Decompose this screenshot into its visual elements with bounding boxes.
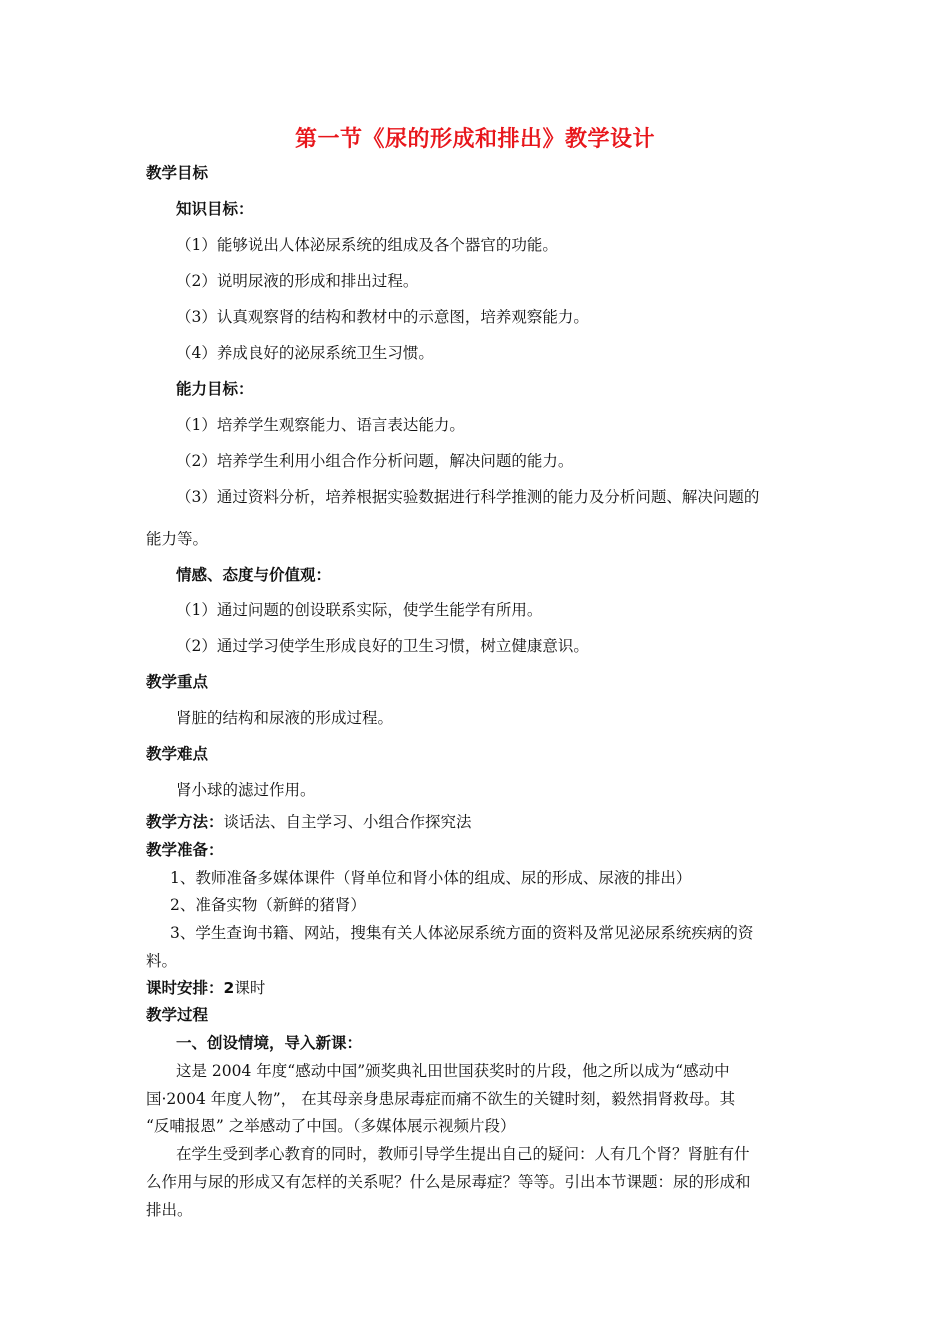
- ability-item-continued: 能力等。: [146, 530, 209, 548]
- emotion-item: （2）通过学习使学生形成良好的卫生习惯，树立健康意识。: [176, 637, 589, 655]
- knowledge-item: （4）养成良好的泌尿系统卫生习惯。: [176, 344, 434, 362]
- objectives-heading: 教学目标: [146, 164, 209, 182]
- knowledge-objectives-heading: 知识目标：: [176, 200, 254, 218]
- emotion-item: （1）通过问题的创设联系实际，使学生能学有所用。: [176, 601, 543, 619]
- key-point-heading: 教学重点: [146, 673, 209, 691]
- preparation-item: 3、学生查询书籍、网站，搜集有关人体泌尿系统方面的资料及常见泌尿系统疾病的资: [170, 924, 754, 942]
- difficulty-text: 肾小球的滤过作用。: [176, 781, 316, 799]
- ability-item: （2）培养学生利用小组合作分析问题，解决问题的能力。: [176, 452, 574, 470]
- step1-paragraph-line: 在学生受到孝心教育的同时，教师引导学生提出自己的疑问：人有几个肾？肾脏有什: [176, 1145, 750, 1163]
- ability-objectives-heading: 能力目标：: [176, 380, 254, 398]
- document-title: 第一节《尿的形成和排出》教学设计: [294, 127, 655, 152]
- knowledge-item: （1）能够说出人体泌尿系统的组成及各个器官的功能。: [176, 236, 558, 254]
- method-label: 教学方法：: [146, 813, 224, 831]
- ability-item: （1）培养学生观察能力、语言表达能力。: [176, 416, 465, 434]
- ability-item: （3）通过资料分析，培养根据实验数据进行科学推测的能力及分析问题、解决问题的: [176, 488, 760, 506]
- step1-heading: 一、创设情境，导入新课：: [176, 1034, 363, 1052]
- preparation-item-continued: 料。: [146, 952, 178, 970]
- preparation-heading: 教学准备：: [146, 841, 224, 859]
- schedule-line: [146, 978, 265, 998]
- knowledge-item: （3）认真观察肾的结构和教材中的示意图，培养观察能力。: [176, 308, 589, 326]
- step1-paragraph-line: 国·2004 年度人物”， 在其母亲身患尿毒症而痛不欲生的关键时刻，毅然捐肾救母。其: [146, 1090, 736, 1108]
- schedule-unit: 课时: [234, 979, 266, 997]
- preparation-item: 2、准备实物（新鲜的猪肾）: [170, 896, 366, 914]
- process-heading: 教学过程: [146, 1006, 209, 1024]
- step1-paragraph-line: 么作用与尿的形成又有怎样的关系呢？什么是尿毒症？等等。引出本节课题：尿的形成和: [146, 1173, 751, 1191]
- schedule-label: 课时安排：: [146, 979, 224, 997]
- preparation-item: 1、教师准备多媒体课件（肾单位和肾小体的组成、尿的形成、尿液的排出）: [170, 869, 692, 887]
- step1-paragraph-line: 排出。: [146, 1201, 193, 1219]
- method-text: 谈话法、自主学习、小组合作探究法: [223, 813, 472, 831]
- step1-paragraph-line: “反哺报恩” 之举感动了中国。（多媒体展示视频片段）: [146, 1117, 516, 1135]
- emotion-objectives-heading: 情感、态度与价值观：: [176, 566, 332, 584]
- key-point-text: 肾脏的结构和尿液的形成过程。: [176, 709, 394, 727]
- difficulty-heading: 教学难点: [146, 745, 209, 763]
- schedule-value: 2: [223, 979, 235, 997]
- step1-paragraph-line: 这是 2004 年度“感动中国”颁奖典礼田世国获奖时的片段，他之所以成为“感动中: [176, 1062, 730, 1080]
- method-line: [146, 812, 472, 832]
- knowledge-item: （2）说明尿液的形成和排出过程。: [176, 272, 419, 290]
